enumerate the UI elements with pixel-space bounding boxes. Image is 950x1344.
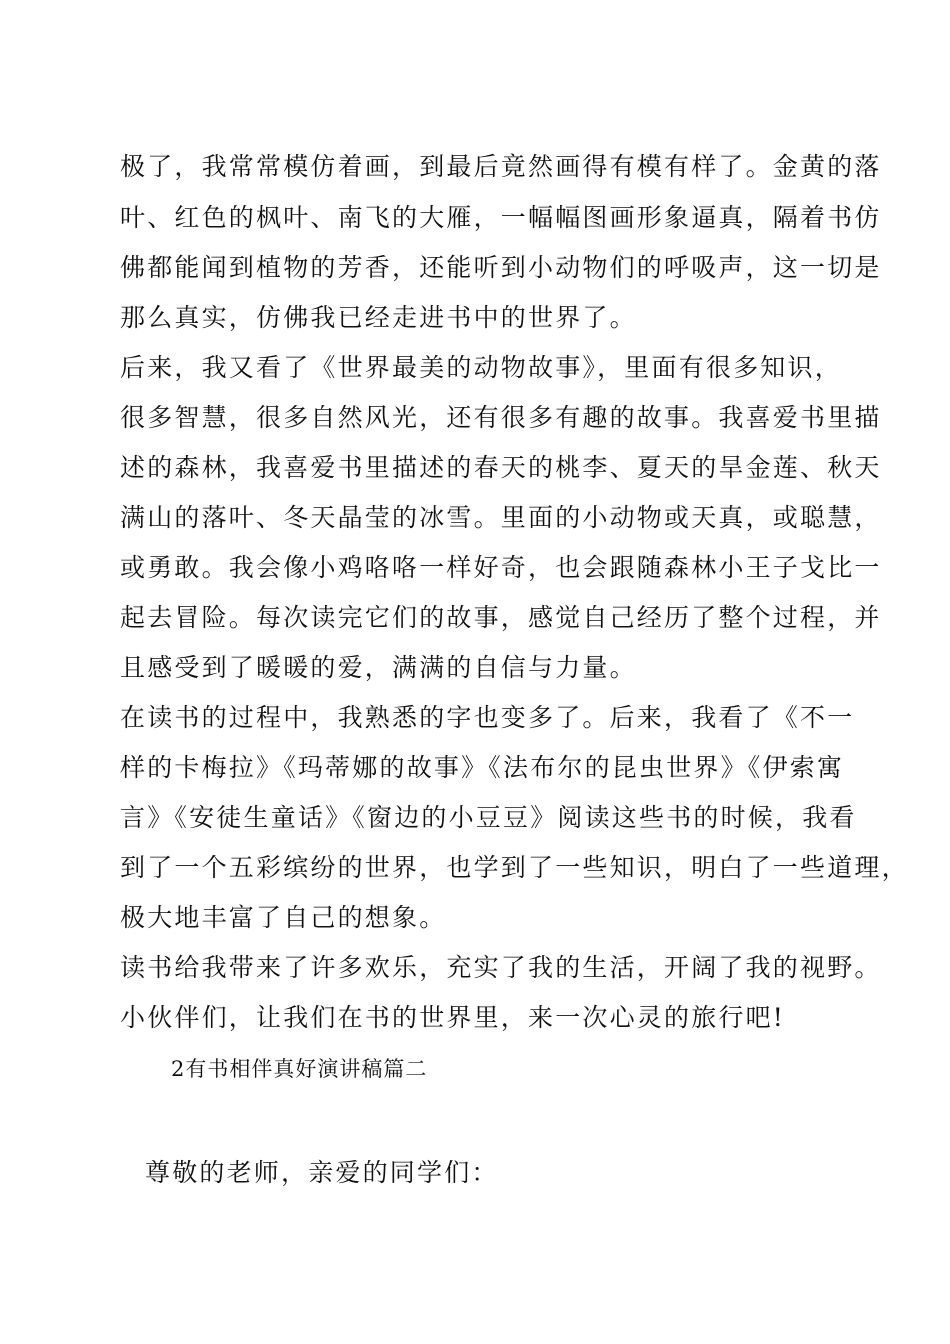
paragraph-line: 很多智慧，很多自然风光，还有很多有趣的故事。我喜爱书里描: [120, 403, 882, 432]
paragraph-line: 读书给我带来了许多欢乐，充实了我的生活，开阔了我的视野。: [120, 953, 882, 982]
paragraph-line: 满山的落叶、冬天晶莹的冰雪。里面的小动物或天真，或聪慧，: [120, 503, 882, 532]
paragraph-line: 佛都能闻到植物的芳香，还能听到小动物们的呼吸声，这一切是: [120, 253, 882, 282]
paragraph-line: 那么真实，仿佛我已经走进书中的世界了。: [120, 303, 637, 332]
paragraph-line: 言》《安徒生童话》《窗边的小豆豆》阅读这些书的时候，我看: [120, 803, 857, 832]
paragraph-line: 叶、红色的枫叶、南飞的大雁，一幅幅图画形象逼真，隔着书仿: [120, 203, 882, 232]
paragraph-line: 样的卡梅拉》《玛蒂娜的故事》《法布尔的昆虫世界》《伊索寓: [120, 753, 845, 782]
paragraph-line: 到了一个五彩缤纷的世界，也学到了一些知识，明白了一些道理，: [120, 853, 909, 882]
paragraph-line: 起去冒险。每次读完它们的故事，感觉自己经历了整个过程，并: [120, 603, 882, 632]
paragraph-line: 小伙伴们，让我们在书的世界里，来一次心灵的旅行吧!: [120, 1003, 786, 1032]
paragraph-line: 且感受到了暖暖的爱，满满的自信与力量。: [120, 653, 637, 682]
paragraph-line: 极了，我常常模仿着画，到最后竟然画得有模有样了。金黄的落: [120, 152, 882, 181]
paragraph-line: 在读书的过程中，我熟悉的字也变多了。后来，我看了《不一: [120, 703, 855, 732]
salutation: 尊敬的老师，亲爱的同学们：: [145, 1158, 499, 1187]
paragraph-line: 后来，我又看了《世界最美的动物故事》，里面有很多知识，: [120, 353, 842, 382]
paragraph-line: 或勇敢。我会像小鸡咯咯一样好奇，也会跟随森林小王子戈比一: [120, 553, 882, 582]
section-title: 2有书相伴真好演讲稿篇二: [171, 1057, 428, 1081]
paragraph-line: 述的森林，我喜爱书里描述的春天的桃李、夏天的旱金莲、秋天: [120, 453, 882, 482]
paragraph-line: 极大地丰富了自己的想象。: [120, 903, 447, 932]
